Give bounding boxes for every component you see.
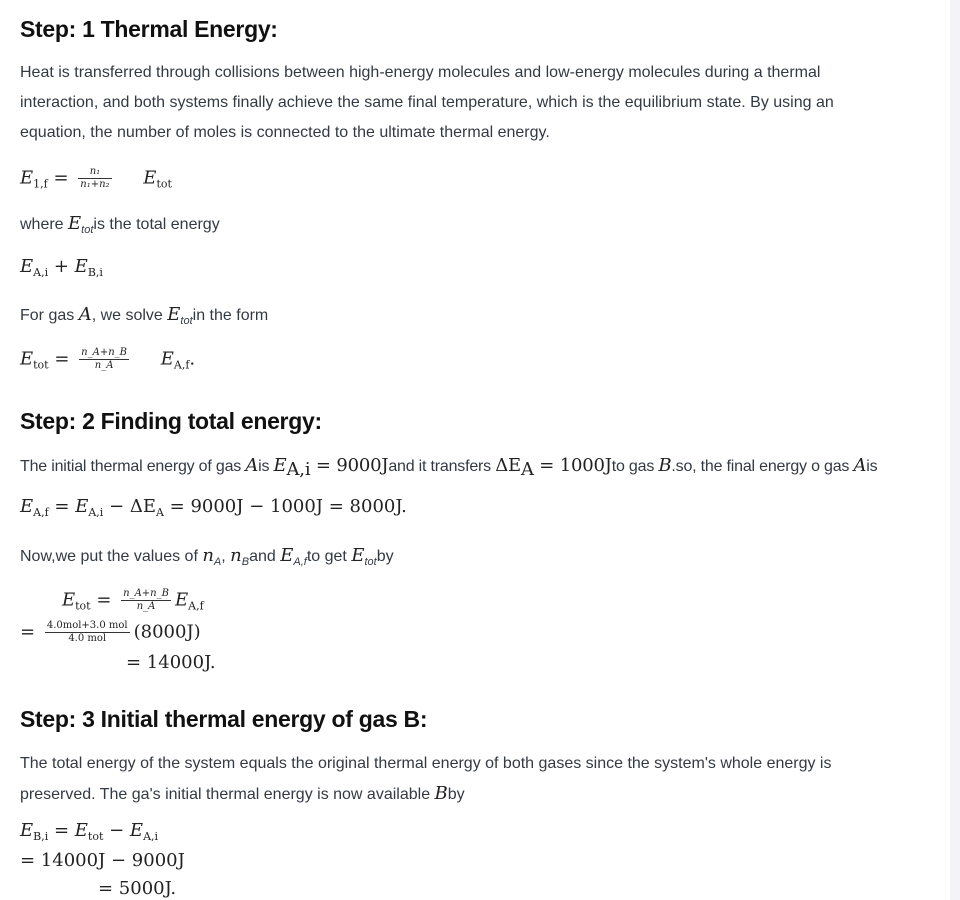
text-run: 4.0mol+3.0 mol (46, 620, 128, 631)
step1-heading (20, 16, 278, 43)
text-run: = (48, 820, 75, 841)
text-run: A (78, 304, 92, 325)
text-run: , (221, 548, 231, 565)
step1-paragraph (20, 58, 834, 148)
text-run: is (866, 458, 878, 475)
text-run: n_A+n_B (81, 347, 128, 358)
text-run: E (174, 589, 189, 611)
text-run: 4.0 mol (68, 633, 107, 644)
text-run: . (189, 348, 196, 370)
text-run: E (74, 256, 88, 277)
text-run: preserved. The ga's initial thermal energy is now available (20, 786, 435, 803)
text-run: B,i (33, 830, 49, 843)
text-run: − (103, 820, 130, 841)
text-run: is (258, 458, 274, 475)
text-run: A,i (88, 506, 104, 519)
text-run: A,f (293, 556, 307, 568)
para-line: Heat is transferred through collisions between high-energy molecules and low-energy molecules during a thermal (20, 64, 821, 81)
text-run: Step: 1 Thermal Energy: (20, 16, 278, 42)
text-run: tot (75, 599, 91, 613)
text-run: 1,f (33, 177, 48, 191)
text-run: and it transfers (388, 458, 496, 475)
text-run: A,i (143, 830, 159, 843)
text-run: A (245, 455, 259, 476)
text-run: = 5000J. (98, 878, 177, 899)
text-run: = (53, 167, 69, 189)
text-run: A,f (33, 506, 49, 519)
text-run: = (20, 621, 36, 643)
equation-ebi-line2 (20, 850, 185, 871)
text-run: = (48, 496, 76, 517)
text-run: n_A (136, 601, 156, 612)
text-run: E (167, 304, 181, 325)
text-run: = (90, 589, 118, 611)
text-run: − ΔE (103, 496, 156, 517)
text-run: in the form (192, 307, 269, 324)
text-run: = (54, 348, 70, 370)
text-run: Now,we put the values of (20, 548, 203, 565)
text-run: = 9000J (310, 455, 389, 476)
text-run: E (280, 545, 294, 566)
text-run: tot (87, 830, 104, 843)
calc-line-3 (126, 652, 216, 673)
text-run: n₁ (78, 166, 111, 179)
now-text (20, 541, 394, 577)
text-run: A (853, 455, 867, 476)
equation-e1f (20, 166, 172, 191)
equation-etot (20, 347, 195, 372)
calc-line-2 (20, 620, 201, 645)
text-run: is the total energy (93, 216, 220, 233)
text-run: E (351, 545, 365, 566)
para-line: equation, the number of moles is connected to the ultimate thermal energy. (20, 124, 550, 141)
text-run: E (20, 820, 34, 841)
text-run: = 1000J (533, 455, 612, 476)
text-run: Step: 3 Initial thermal energy of gas B: (20, 706, 428, 732)
text-run: , we solve (91, 307, 168, 324)
para-line: The total energy of the system equals the original thermal energy of both gases since the system's whole energy is (20, 755, 832, 772)
text-run: n_A+n_B (123, 588, 169, 599)
text-run: E (20, 496, 34, 517)
text-run: and (249, 548, 281, 565)
text-run: (8000J) (133, 621, 201, 643)
text-run: E (68, 213, 82, 234)
text-run: A,f (173, 358, 190, 372)
step3-paragraph (20, 749, 831, 810)
equation-ebi-line3 (98, 878, 176, 899)
text-run: tot (364, 556, 377, 568)
text-run: by (447, 786, 465, 803)
text-run: A (155, 506, 164, 519)
text-run: E (75, 496, 89, 517)
text-run: n₁+n₂ (80, 179, 110, 190)
text-run: E (62, 589, 76, 611)
text-run: A,f (188, 599, 204, 613)
equation-eaf (20, 496, 407, 519)
text-run: A,i (286, 459, 311, 480)
text-run: .so, the final energy o gas (671, 458, 854, 475)
text-run: E (20, 167, 34, 189)
text-run: by (376, 548, 394, 565)
text-run: n (230, 545, 242, 566)
text-run: E (160, 348, 174, 370)
step3-heading (20, 706, 427, 733)
text-run: + (53, 256, 69, 277)
text-run: B,i (87, 266, 103, 279)
text-run: A (520, 459, 534, 480)
para-line: interaction, and both systems finally achieve the same final temperature, which is the equilibrium state. By using an (20, 94, 834, 111)
text-run: E (20, 256, 34, 277)
text-run: tot (180, 315, 193, 327)
equation-ebi (20, 820, 158, 843)
text-run: where (20, 216, 69, 233)
text-run: B (434, 783, 448, 804)
text-run: = 14000J − 9000J (20, 850, 185, 871)
text-run: = 14000J. (126, 652, 216, 673)
text-run: to gas (611, 458, 659, 475)
para-line (20, 779, 831, 810)
text-run: E (143, 167, 157, 189)
equation-sum (20, 256, 103, 279)
text-run: B (658, 455, 672, 476)
text-run: Step: 2 Finding total energy: (20, 408, 322, 434)
text-run: A (213, 556, 222, 568)
text-run: tot (156, 177, 172, 191)
text-run: n (202, 545, 214, 566)
text-run: tot (33, 358, 49, 372)
text-run: The initial thermal energy of gas (20, 458, 246, 475)
where-text (20, 209, 220, 245)
text-run: ΔE (495, 455, 521, 476)
text-run: to get (306, 548, 352, 565)
text-run: E (129, 820, 144, 841)
scrollbar-track[interactable] (950, 0, 960, 900)
text-run: For gas (20, 307, 79, 324)
step2-heading (20, 408, 322, 435)
step2-paragraph (20, 451, 877, 485)
text-run: E (273, 455, 287, 476)
forgas-text (20, 300, 268, 336)
text-run: E (20, 348, 34, 370)
text-run: B (241, 556, 250, 568)
calc-line-1 (62, 588, 204, 613)
text-run: = 9000J − 1000J = 8000J. (163, 496, 407, 517)
text-run: n_A (94, 360, 114, 371)
text-run: tot (81, 224, 94, 236)
text-run: E (74, 820, 88, 841)
text-run: A,i (33, 266, 49, 279)
